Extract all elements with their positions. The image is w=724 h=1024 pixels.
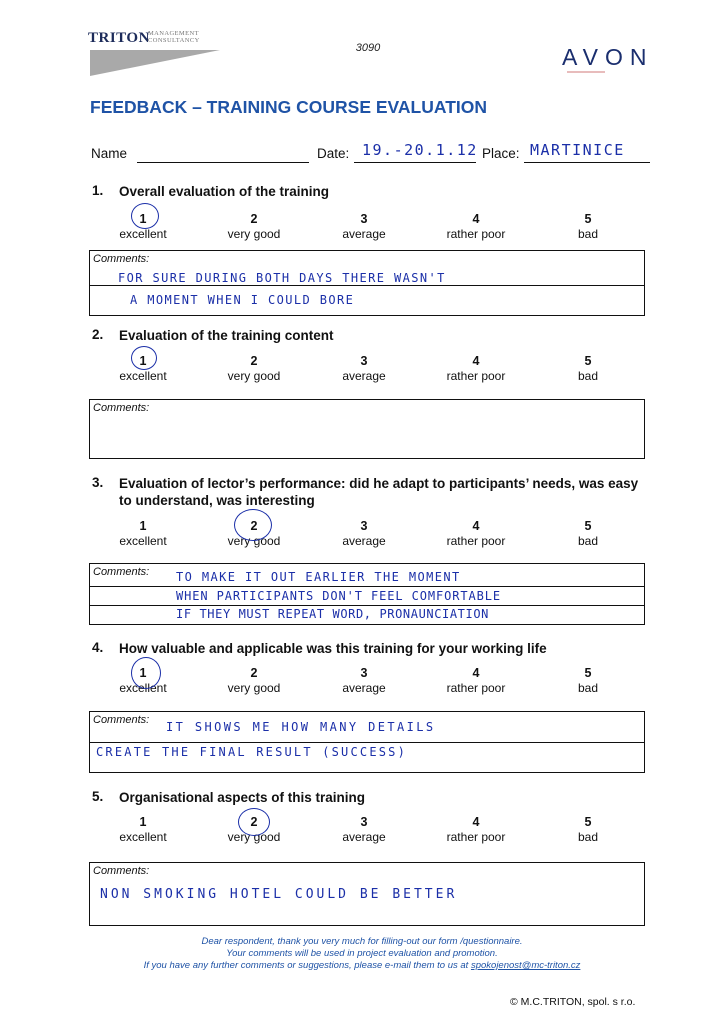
comment-text: FOR SURE DURING BOTH DAYS THERE WASN'T	[118, 271, 446, 285]
option-number: 3	[360, 354, 368, 368]
option-label: excellent	[119, 534, 167, 548]
avon-logo: AVON	[562, 44, 654, 70]
option-number: 3	[360, 519, 368, 533]
rating-option-3[interactable]	[309, 211, 419, 241]
comments-box-1[interactable]	[89, 250, 645, 316]
rating-scale-4[interactable]	[96, 665, 636, 697]
rating-scale-5[interactable]	[96, 814, 636, 846]
rating-scale-1[interactable]	[96, 211, 636, 243]
option-label: excellent	[119, 227, 167, 241]
option-label: average	[342, 534, 386, 548]
footer-line: Your comments will be used in project evaluation and promotion.	[226, 948, 498, 959]
option-number: 2	[250, 212, 258, 226]
comment-text: TO MAKE IT OUT EARLIER THE MOMENT	[176, 570, 461, 584]
copyright: © M.C.TRITON, spol. s r.o.	[510, 996, 636, 1008]
comment-line	[90, 586, 644, 587]
rating-option-5[interactable]	[533, 665, 643, 695]
avon-tagline-mark	[565, 70, 645, 73]
question-text: Overall evaluation of the training	[119, 184, 330, 199]
comments-label: Comments:	[93, 253, 150, 265]
option-label: bad	[577, 830, 599, 844]
option-number: 1	[139, 354, 147, 368]
rating-option-1[interactable]	[88, 518, 198, 548]
rating-option-5[interactable]	[533, 211, 643, 241]
comments-label: Comments:	[93, 402, 150, 414]
comments-box-5[interactable]	[89, 862, 645, 926]
date-value: 19.-20.1.12	[362, 141, 478, 159]
option-label: excellent	[119, 830, 167, 844]
place-field[interactable]	[524, 162, 650, 163]
option-label: average	[342, 830, 386, 844]
rating-option-1[interactable]	[88, 814, 198, 844]
triton-wedge-icon	[88, 48, 223, 78]
option-label: excellent	[119, 681, 167, 695]
document-number: 3090	[355, 42, 381, 54]
option-number: 3	[360, 666, 368, 680]
option-number: 2	[250, 815, 258, 829]
comment-text: WHEN PARTICIPANTS DON'T FEEL COMFORTABLE	[176, 589, 501, 603]
rating-option-4[interactable]	[421, 665, 531, 695]
option-number: 3	[360, 212, 368, 226]
triton-sub-line2: CONSULTANCY	[148, 37, 200, 44]
question-text: Organisational aspects of this training	[119, 790, 366, 805]
rating-option-5[interactable]	[533, 518, 643, 548]
option-number: 5	[584, 212, 592, 226]
comment-line	[90, 285, 644, 286]
footer-line-text: If you have any further comments or suggestions, please e-mail them to us at	[143, 960, 469, 971]
rating-option-3[interactable]	[309, 814, 419, 844]
option-label: average	[342, 369, 386, 383]
option-label: rather poor	[446, 681, 506, 695]
page-title: FEEDBACK – TRAINING COURSE EVALUATION	[90, 97, 488, 117]
option-number: 3	[360, 815, 368, 829]
option-number: 4	[472, 519, 480, 533]
option-label: very good	[227, 534, 281, 548]
comments-label: Comments:	[93, 714, 150, 726]
comments-box-4[interactable]	[89, 711, 645, 773]
option-label: very good	[227, 369, 281, 383]
question-text: Evaluation of lector’s performance: did he adapt to participants’ needs, was easy to understand, was interesting	[119, 476, 639, 508]
option-label: bad	[577, 534, 599, 548]
option-number: 4	[472, 212, 480, 226]
option-label: bad	[577, 681, 599, 695]
option-number: 5	[584, 666, 592, 680]
rating-option-2[interactable]	[199, 353, 309, 383]
option-number: 1	[139, 519, 147, 533]
option-number: 1	[139, 212, 147, 226]
option-label: very good	[227, 830, 281, 844]
comments-label: Comments:	[93, 566, 150, 578]
option-label: rather poor	[446, 534, 506, 548]
option-number: 2	[250, 354, 258, 368]
option-label: very good	[227, 681, 281, 695]
option-number: 4	[472, 815, 480, 829]
selection-circle	[131, 657, 161, 689]
option-number: 5	[584, 519, 592, 533]
rating-option-4[interactable]	[421, 814, 531, 844]
triton-logo-subtitle	[148, 30, 200, 44]
selection-circle	[131, 346, 157, 370]
question-number: 2.	[92, 327, 104, 342]
date-label: Date:	[317, 146, 350, 161]
option-label: excellent	[119, 369, 167, 383]
rating-option-3[interactable]	[309, 518, 419, 548]
rating-option-4[interactable]	[421, 211, 531, 241]
question-number: 1.	[92, 183, 104, 198]
name-label: Name	[91, 146, 128, 161]
rating-option-5[interactable]	[533, 353, 643, 383]
triton-sub-line1: MANAGEMENT	[148, 30, 199, 37]
comment-text: A MOMENT WHEN I COULD BORE	[130, 293, 355, 307]
comments-box-3[interactable]	[89, 563, 645, 625]
rating-option-3[interactable]	[309, 353, 419, 383]
option-label: rather poor	[446, 369, 506, 383]
question-number: 4.	[92, 640, 104, 655]
comments-box-2[interactable]	[89, 399, 645, 459]
option-label: bad	[577, 369, 599, 383]
selection-circle	[238, 808, 270, 836]
rating-option-4[interactable]	[421, 518, 531, 548]
footer-note	[60, 936, 664, 972]
option-number: 2	[250, 666, 258, 680]
comment-line	[90, 742, 644, 743]
comment-text: NON SMOKING HOTEL COULD BE BETTER	[100, 887, 458, 902]
rating-option-2[interactable]	[199, 211, 309, 241]
question-text: Evaluation of the training content	[119, 328, 334, 343]
rating-option-2[interactable]	[199, 665, 309, 695]
comment-text: IT SHOWS ME HOW MANY DETAILS	[166, 720, 436, 734]
footer-line: Dear respondent, thank you very much for filling-out our form /questionnaire.	[201, 936, 523, 947]
option-label: average	[342, 681, 386, 695]
option-number: 5	[584, 815, 592, 829]
option-label: average	[342, 227, 386, 241]
rating-scale-3[interactable]	[96, 518, 636, 550]
email-link[interactable]: spokojenost@mc-triton.cz	[470, 960, 581, 971]
question-text: How valuable and applicable was this training for your working life	[119, 641, 547, 656]
option-number: 2	[250, 519, 258, 533]
option-number: 1	[139, 666, 147, 680]
option-label: bad	[577, 227, 599, 241]
option-number: 4	[472, 354, 480, 368]
option-label: rather poor	[446, 227, 506, 241]
comment-text: CREATE THE FINAL RESULT (SUCCESS)	[96, 745, 408, 759]
option-number: 4	[472, 666, 480, 680]
comment-text: IF THEY MUST REPEAT WORD, PRONAUNCIATION	[176, 607, 489, 621]
selection-circle	[131, 203, 159, 229]
footer-line	[60, 960, 664, 972]
comment-line	[90, 605, 644, 606]
rating-option-3[interactable]	[309, 665, 419, 695]
selection-circle	[234, 509, 272, 541]
option-label: rather poor	[446, 830, 506, 844]
place-value: MARTINICE	[530, 141, 625, 159]
option-number: 1	[139, 815, 147, 829]
place-label: Place:	[482, 146, 520, 161]
question-number: 5.	[92, 789, 104, 804]
date-field[interactable]	[354, 162, 476, 163]
rating-option-4[interactable]	[421, 353, 531, 383]
rating-option-5[interactable]	[533, 814, 643, 844]
option-label: very good	[227, 227, 281, 241]
question-number: 3.	[92, 475, 104, 490]
triton-logo-name: TRITON	[88, 30, 150, 46]
comments-label: Comments:	[93, 865, 150, 877]
name-field[interactable]	[137, 162, 309, 163]
rating-scale-2[interactable]	[96, 353, 636, 385]
option-number: 5	[584, 354, 592, 368]
